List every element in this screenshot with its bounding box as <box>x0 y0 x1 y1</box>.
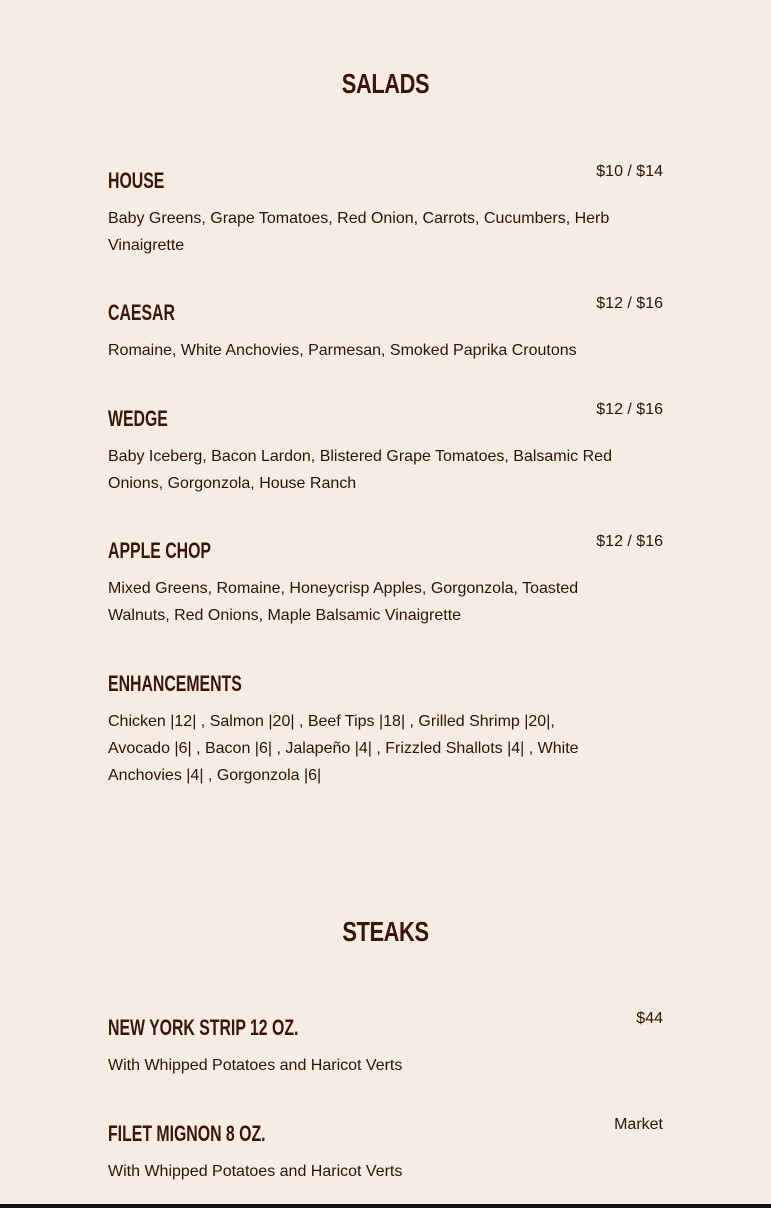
item-description: Chicken |12| , Salmon |20| , Beef Tips |18| , Grilled Shrimp |20|, Avocado |6| , Bacon |6| , Jalapeño |4| , Frizzled Shallots |4| , White Anchovies |4| , Gorgonzola |6| <box>108 713 579 784</box>
section-title-salads: SALADS <box>341 68 430 99</box>
item-name: APPLE CHOP <box>108 538 211 563</box>
item-price: $44 <box>636 1010 663 1027</box>
item-description: Romaine, White Anchovies, Parmesan, Smoked Paprika Croutons <box>108 342 577 359</box>
bottom-divider <box>0 1204 771 1208</box>
item-name: HOUSE <box>108 168 165 193</box>
item-price: $12 / $16 <box>596 401 663 418</box>
item-price: Market <box>614 1116 663 1133</box>
item-description: With Whipped Potatoes and Haricot Verts <box>108 1057 403 1074</box>
item-price: $12 / $16 <box>596 533 663 550</box>
item-description: Mixed Greens, Romaine, Honeycrisp Apples, Gorgonzola, Toasted Walnuts, Red Onions, Maple Balsamic Vinaigrette <box>108 580 579 624</box>
item-name: CAESAR <box>108 300 175 325</box>
item-description: Baby Iceberg, Bacon Lardon, Blistered Grape Tomatoes, Balsamic Red Onions, Gorgonzola, House Ranch <box>108 448 612 492</box>
menu-item-wedge <box>108 401 663 497</box>
item-price: $12 / $16 <box>596 295 663 312</box>
item-price: $10 / $14 <box>596 163 663 180</box>
item-description: With Whipped Potatoes and Haricot Verts <box>108 1163 403 1180</box>
item-name: NEW YORK STRIP 12 OZ. <box>108 1015 299 1040</box>
item-name: WEDGE <box>108 406 168 431</box>
menu-item-apple-chop <box>108 533 663 629</box>
item-name: FILET MIGNON 8 OZ. <box>108 1121 266 1146</box>
section-title-steaks: STEAKS <box>342 916 429 947</box>
menu-item-caesar <box>108 295 663 364</box>
menu-item-filet-mignon <box>108 1116 663 1185</box>
item-description: Baby Greens, Grape Tomatoes, Red Onion, Carrots, Cucumbers, Herb Vinaigrette <box>108 210 610 254</box>
menu-item-new-york-strip <box>108 1010 663 1079</box>
item-name: ENHANCEMENTS <box>108 671 242 696</box>
menu-item-enhancements <box>108 672 663 789</box>
menu-item-house <box>108 163 663 259</box>
